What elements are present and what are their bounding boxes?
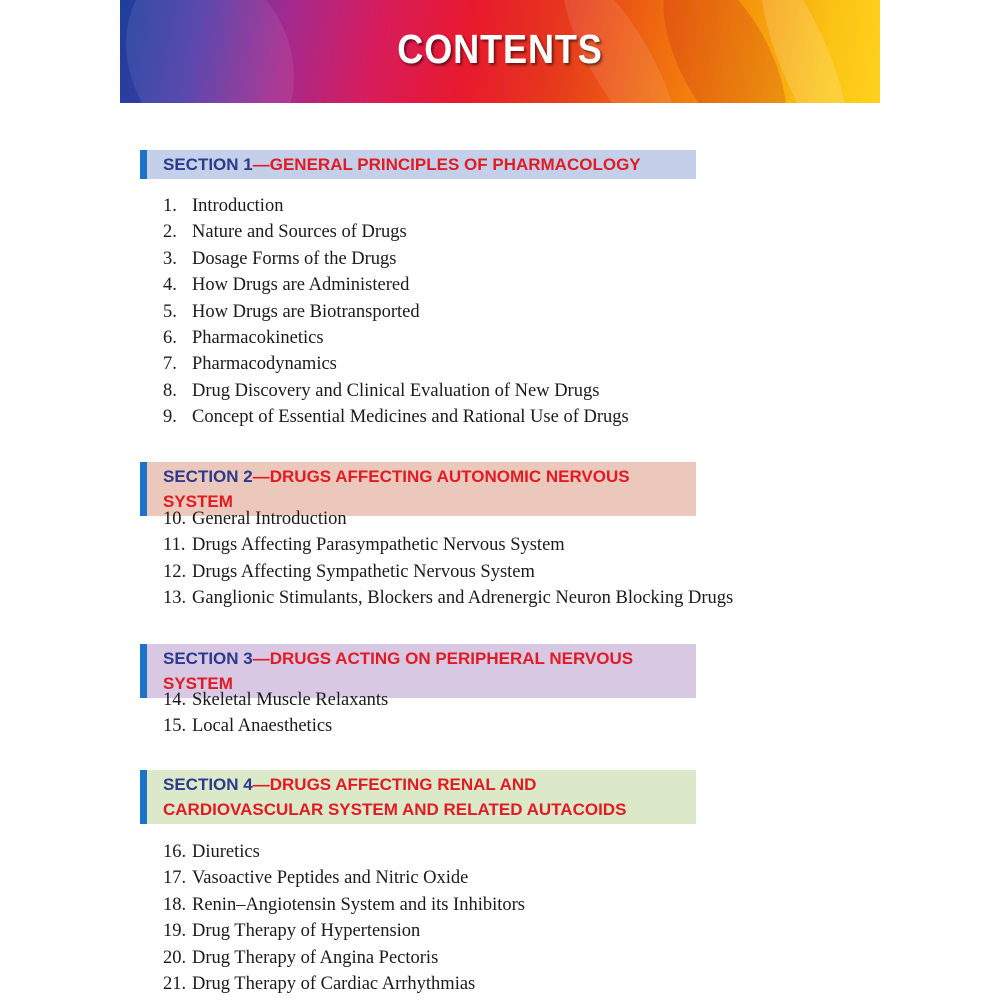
chapter-title: General Introduction (192, 509, 347, 529)
chapter-item (163, 892, 525, 918)
chapter-title: Nature and Sources of Drugs (192, 222, 407, 243)
chapter-number: 15. (163, 716, 187, 737)
chapter-item (163, 839, 525, 865)
chapter-number: 2. (163, 222, 177, 243)
section-number: SECTION 3 (163, 649, 253, 668)
chapter-item (163, 299, 629, 325)
chapter-title: How Drugs are Biotransported (192, 301, 420, 322)
chapter-item (163, 378, 629, 404)
section-title: GENERAL PRINCIPLES OF PHARMACOLOGY (269, 155, 641, 174)
chapter-title: Ganglionic Stimulants, Blockers and Adrenergic Neuron Blocking Drugs (192, 588, 734, 609)
chapter-title: Diuretics (192, 842, 260, 862)
chapter-number: 13. (163, 588, 187, 609)
section-number: SECTION 2 (163, 467, 253, 486)
chapter-item (163, 272, 629, 298)
chapter-title: Local Anaesthetics (192, 716, 333, 737)
chapter-list-section-2 (163, 506, 733, 612)
chapter-title: Vasoactive Peptides and Nitric Oxide (192, 868, 469, 889)
section-title: DRUGS ACTING ON PERIPHERAL NERVOUS SYSTEM (163, 649, 634, 693)
chapter-item (163, 945, 525, 971)
chapter-title: Drug Therapy of Cardiac Arrhythmias (192, 974, 476, 995)
chapter-number: 9. (163, 407, 177, 428)
chapter-title: Drug Therapy of Angina Pectoris (192, 947, 439, 968)
section-heading-1 (140, 150, 696, 179)
chapter-item (163, 971, 525, 997)
section-title: DRUGS AFFECTING AUTONOMIC NERVOUS SYSTEM (163, 467, 630, 511)
chapter-number: 21. (163, 974, 187, 995)
chapter-number: 19. (163, 921, 187, 942)
section-heading-4 (140, 770, 696, 824)
chapter-number: 6. (163, 328, 177, 349)
chapter-number: 20. (163, 947, 187, 968)
chapter-number: 11. (163, 535, 186, 556)
chapter-number: 12. (163, 561, 187, 582)
section-number: SECTION 4 (163, 775, 253, 794)
chapter-item (163, 325, 629, 351)
chapter-title: Concept of Essential Medicines and Rational Use of Drugs (192, 407, 629, 428)
chapter-list-section-4 (163, 839, 525, 997)
chapter-item (163, 219, 629, 245)
chapter-number: 1. (163, 196, 177, 216)
chapter-item (163, 559, 733, 585)
chapter-title: Introduction (192, 196, 284, 216)
chapter-item (163, 532, 733, 558)
chapter-item (163, 713, 388, 739)
section-dash: — (252, 467, 270, 486)
chapter-number: 5. (163, 301, 177, 322)
chapter-title: Drugs Affecting Parasympathetic Nervous System (192, 535, 565, 556)
chapter-title: Dosage Forms of the Drugs (192, 248, 397, 269)
contents-banner (120, 0, 880, 103)
chapter-number: 18. (163, 894, 187, 915)
chapter-number: 8. (163, 380, 177, 401)
chapter-title: Pharmacokinetics (192, 328, 324, 349)
chapter-number: 17. (163, 868, 187, 889)
section-dash: — (252, 155, 270, 174)
chapter-item (163, 918, 525, 944)
chapter-list-section-1 (163, 193, 629, 431)
chapter-number: 4. (163, 275, 177, 296)
chapter-list-section-3 (163, 687, 388, 740)
chapter-item (163, 404, 629, 430)
chapter-number: 16. (163, 842, 187, 862)
chapter-item (163, 193, 629, 219)
chapter-number: 3. (163, 248, 177, 269)
chapter-item (163, 865, 525, 891)
chapter-number: 14. (163, 690, 187, 710)
chapter-number: 7. (163, 354, 177, 375)
chapter-item (163, 351, 629, 377)
chapter-item (163, 246, 629, 272)
chapter-title: Skeletal Muscle Relaxants (192, 690, 389, 710)
chapter-title: How Drugs are Administered (192, 275, 410, 296)
chapter-item (163, 687, 388, 713)
chapter-title: Pharmacodynamics (192, 354, 337, 375)
chapter-number: 10. (163, 509, 187, 529)
section-title: DRUGS AFFECTING RENAL AND CARDIOVASCULAR SYSTEM AND RELATED AUTACOIDS (163, 775, 627, 819)
page-title: CONTENTS (397, 26, 603, 72)
chapter-title: Drug Therapy of Hypertension (192, 921, 421, 942)
chapter-item (163, 585, 733, 611)
chapter-title: Drugs Affecting Sympathetic Nervous System (192, 561, 535, 582)
chapter-item (163, 506, 733, 532)
section-dash: — (252, 775, 270, 794)
chapter-title: Drug Discovery and Clinical Evaluation of New Drugs (192, 380, 600, 401)
section-dash: — (252, 649, 270, 668)
section-number: SECTION 1 (163, 155, 253, 174)
chapter-title: Renin–Angiotensin System and its Inhibitors (192, 894, 525, 915)
